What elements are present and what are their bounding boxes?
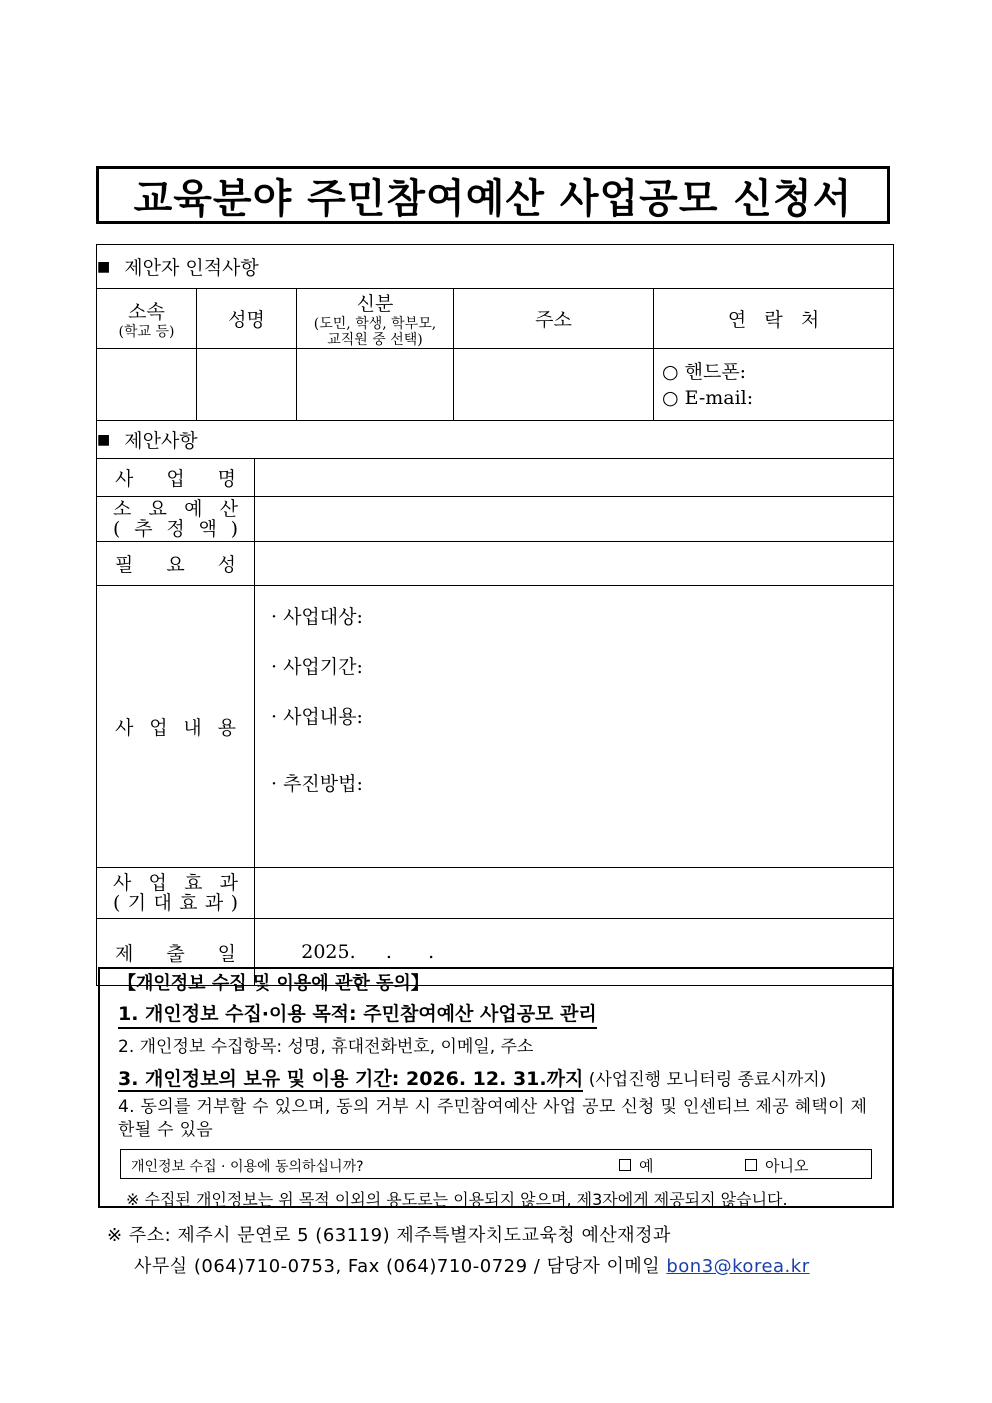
square-bullet-icon: ■ [97,259,111,275]
input-name[interactable] [197,349,297,421]
header-affiliation-sub: (학교 등) [118,324,175,340]
application-table [96,244,894,986]
label-char: ) [230,518,238,540]
header-address-label: 주소 [535,309,572,331]
header-status-sub1: (도민, 학생, 학부모, [313,316,437,332]
header-contact-char: 락 [764,309,783,331]
header-contact [654,289,894,349]
label-char: 소 [113,498,132,520]
input-status[interactable] [297,349,454,421]
label-project-name [97,459,255,497]
label-content [97,586,255,868]
label-char: 사 [115,468,134,490]
consent-no-label: 아니오 [765,1157,809,1175]
input-effect[interactable] [255,868,894,919]
consent-retention-note: (사업진행 모니터링 종료시까지) [588,1070,827,1090]
label-char: 출 [166,942,185,965]
label-char: 기 [127,892,147,914]
label-char: 사 [113,872,132,894]
consent-box [98,967,894,1208]
bullet-details: · 사업내용: [271,706,363,728]
consent-yes-label: 예 [639,1157,654,1175]
label-char: ( [113,518,121,540]
input-address[interactable] [454,349,654,421]
consent-item-purpose: 1. 개인정보 수집·이용 목적: 주민참여예산 사업공모 관리 [118,999,597,1029]
section-proposal-heading [97,421,894,459]
input-budget[interactable] [255,497,894,542]
label-char: 예 [184,498,203,520]
contact-email-line: ○ E-mail: [662,386,754,409]
header-contact-char: 처 [800,309,820,331]
section-proposer-heading [97,245,894,289]
label-char: 과 [204,892,224,914]
label-char: 업 [148,872,167,894]
label-char: 액 [198,518,217,540]
input-affiliation[interactable] [97,349,197,421]
header-address [454,289,654,349]
consent-heading: 【개인정보 수집 및 이용에 관한 동의】 [118,973,429,994]
bullet-method: · 추진방법: [271,773,363,795]
input-contact[interactable] [654,349,894,421]
label-char: 명 [217,468,236,490]
consent-item-retention [118,1064,826,1091]
header-affiliation [97,289,197,349]
label-char: 필 [115,554,134,576]
label-char: 업 [149,717,168,739]
consent-question: 개인정보 수집 · 이용에 동의하십니까? [131,1159,364,1175]
label-char: 과 [219,872,238,894]
submit-date-value: 2025. . . [301,941,435,963]
header-name-label: 성명 [228,309,265,331]
header-affiliation-label: 소속 [128,301,165,323]
label-char: 내 [183,717,202,739]
label-budget [97,497,255,542]
label-char: 제 [115,942,134,965]
input-content[interactable] [255,586,894,868]
label-necessity [97,542,255,586]
input-project-name[interactable] [255,459,894,497]
consent-no-option[interactable] [745,1155,808,1176]
label-char: 정 [166,518,185,540]
bullet-period: · 사업기간: [271,656,363,678]
contact-phone-line: ○ 핸드폰: [662,360,747,383]
label-char: 사 [115,717,134,739]
label-char: 일 [217,942,236,965]
consent-yes-option[interactable] [619,1155,654,1176]
form-title: 교육분야 주민참여예산 사업공모 신청서 [133,175,853,222]
label-char: 추 [134,518,153,540]
footer-contact [134,1252,810,1278]
form-title-box [96,166,890,224]
label-effect [97,868,255,919]
label-char: ( [113,892,121,914]
label-char: 효 [179,892,198,914]
checkbox-icon[interactable] [745,1159,757,1171]
header-status-label: 신분 [356,293,394,315]
bullet-target: · 사업대상: [271,606,363,628]
label-char: 용 [217,717,236,739]
footer-email-link[interactable]: bon3@korea.kr [666,1256,810,1277]
section-proposer-title: 제안자 인적사항 [124,257,259,279]
header-contact-char: 연 [727,309,747,331]
input-necessity[interactable] [255,542,894,586]
header-name [197,289,297,349]
label-char: 대 [153,892,172,914]
label-char: 산 [219,498,238,520]
section-proposal-title: 제안사항 [124,430,198,452]
square-bullet-icon: ■ [97,432,111,448]
label-char: 요 [148,498,167,520]
consent-item-fields: 2. 개인정보 수집항목: 성명, 휴대전화번호, 이메일, 주소 [118,1037,534,1057]
footer-address: ※ 주소: 제주시 문연로 5 (63119) 제주특별자치도교육청 예산재정과 [107,1225,671,1246]
consent-note: ※ 수집된 개인정보는 위 목적 이외의 용도로는 이용되지 않으며, 제3자에게 제공되지 않습니다. [126,1190,788,1209]
label-char: 효 [184,872,203,894]
label-char: 업 [166,468,185,490]
label-char: 요 [166,554,185,576]
consent-item-refusal: 4. 동의를 거부할 수 있으며, 동의 거부 시 주민참여예산 사업 공모 신청 및 인센티브 제공 혜택이 제한될 수 있음 [118,1097,868,1140]
checkbox-icon[interactable] [619,1159,631,1171]
header-status [297,289,454,349]
consent-question-box [120,1149,872,1179]
header-status-sub2: 교직원 중 선택) [327,332,423,348]
footer-phone-fax: 사무실 (064)710-0753, Fax (064)710-0729 / 담당자 이메일 [134,1256,667,1277]
label-char: ) [230,892,238,914]
label-char: 성 [217,554,236,576]
consent-retention-period: 3. 개인정보의 보유 및 이용 기간: 2026. 12. 31.까지 [118,1068,584,1090]
